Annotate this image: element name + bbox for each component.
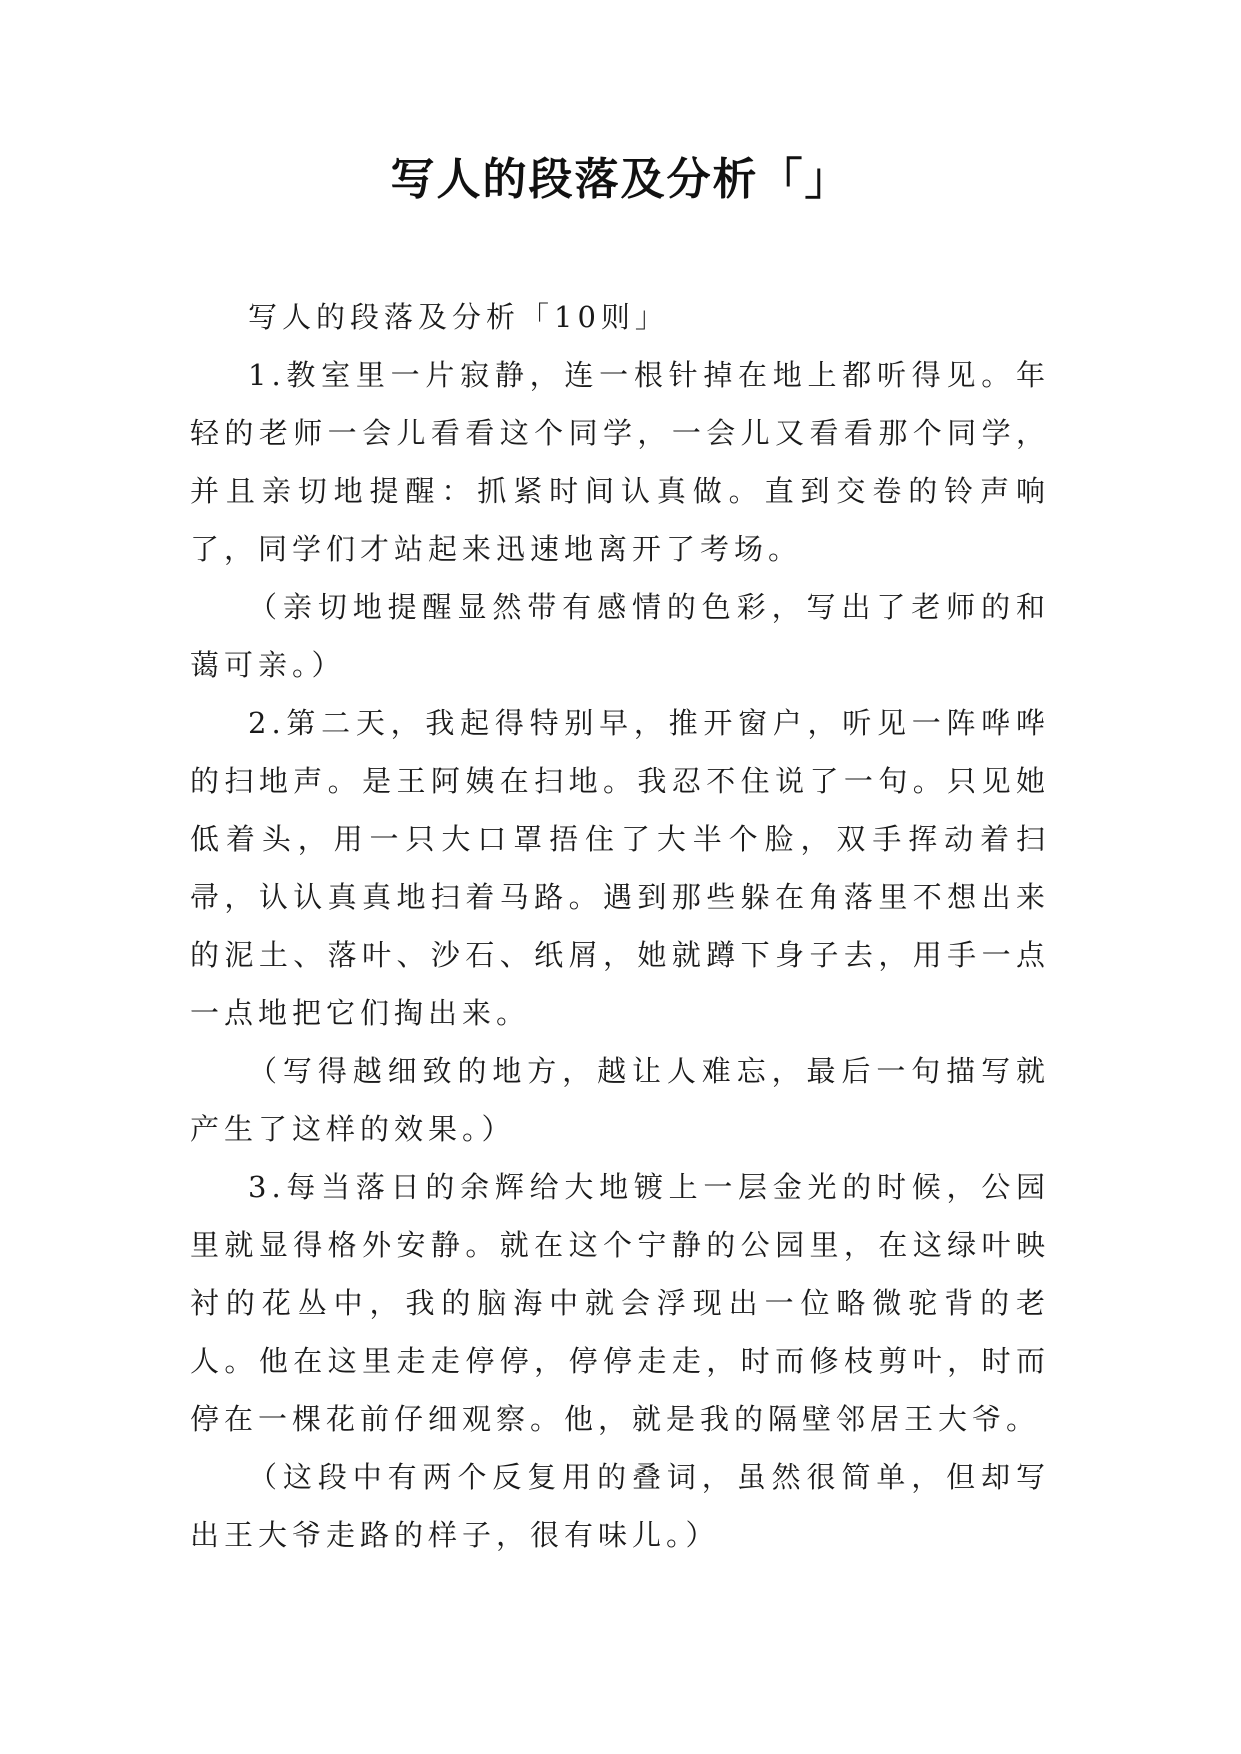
analysis-2-paragraph: （写得越细致的地方，越让人难忘，最后一句描写就产生了这样的效果。） — [190, 1054, 1050, 1146]
example-2-paragraph: 2.第二天，我起得特别早，推开窗户，听见一阵哗哗的扫地声。是王阿姨在扫地。我忍不住说了一句。只见她低着头，用一只大口罩捂住了大半个脸，双手挥动着扫帚，认认真真地扫着马路。遇到那些躲在角落里不想出来的泥土、落叶、沙石、纸屑，她就蹲下身子去，用手一点一点地把它们掏出来。 — [190, 706, 1050, 1030]
document-body — [190, 288, 1050, 1564]
example-3-paragraph: 3.每当落日的余辉给大地镀上一层金光的时候，公园里就显得格外安静。就在这个宁静的公园里，在这绿叶映衬的花丛中，我的脑海中就会浮现出一位略微驼背的老人。他在这里走走停停，停停走走，时而修枝剪叶，时而停在一棵花前仔细观察。他，就是我的隔壁邻居王大爷。 — [190, 1170, 1050, 1436]
analysis-1-paragraph: （亲切地提醒显然带有感情的色彩，写出了老师的和蔼可亲。） — [190, 590, 1050, 682]
analysis-3-paragraph: （这段中有两个反复用的叠词，虽然很简单，但却写出王大爷走路的样子，很有味儿。） — [190, 1460, 1050, 1552]
example-1-paragraph: 1.教室里一片寂静，连一根针掉在地上都听得见。年轻的老师一会儿看看这个同学，一会儿又看看那个同学，并且亲切地提醒：抓紧时间认真做。直到交卷的铃声响了，同学们才站起来迅速地离开了考场。 — [190, 358, 1050, 566]
subtitle-paragraph: 写人的段落及分析「10则」 — [248, 300, 669, 334]
document-title: 写人的段落及分析「」 — [390, 154, 851, 205]
